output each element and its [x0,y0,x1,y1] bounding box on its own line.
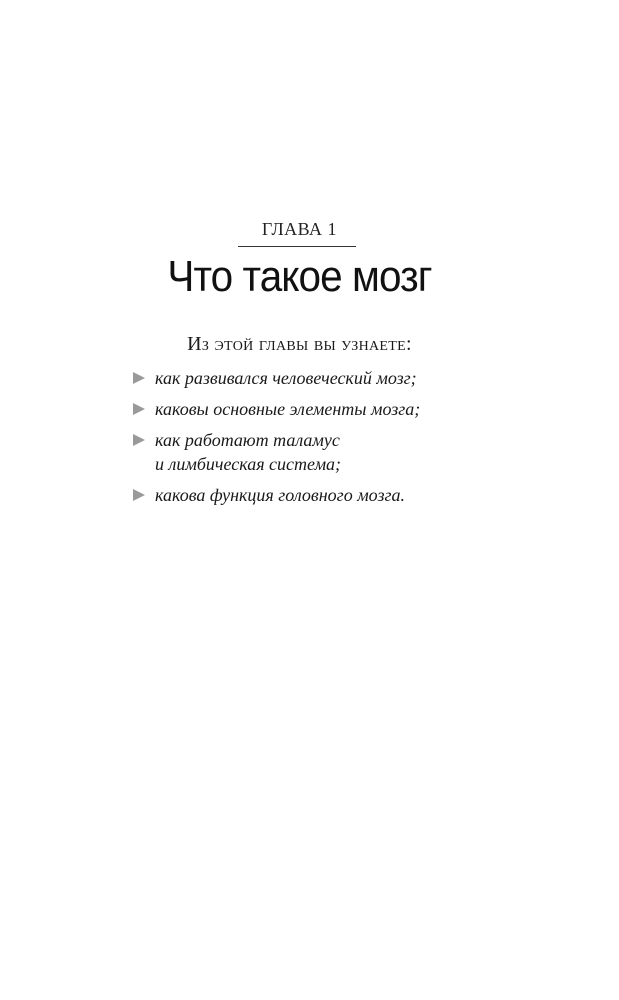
topic-text: как работают таламус и лимбическая система; [155,430,342,474]
topic-item [133,483,573,507]
triangle-right-icon [133,489,145,501]
topic-text: каковы основные элементы мозга; [155,399,421,419]
triangle-right-icon [133,434,145,446]
topic-text: какова функция головного мозга. [155,485,405,505]
topics-list [133,366,573,514]
triangle-right-icon [133,372,145,384]
topic-text: как развивался человеческий мозг; [155,368,417,388]
topic-item [133,366,573,390]
chapter-divider [238,246,356,247]
chapter-intro: Из этой главы вы узнаете: [187,333,412,355]
triangle-right-icon [133,403,145,415]
topic-item [133,397,573,421]
chapter-title: Что такое мозг [167,252,432,301]
chapter-label: ГЛАВА 1 [261,219,338,239]
topic-item [133,428,573,476]
